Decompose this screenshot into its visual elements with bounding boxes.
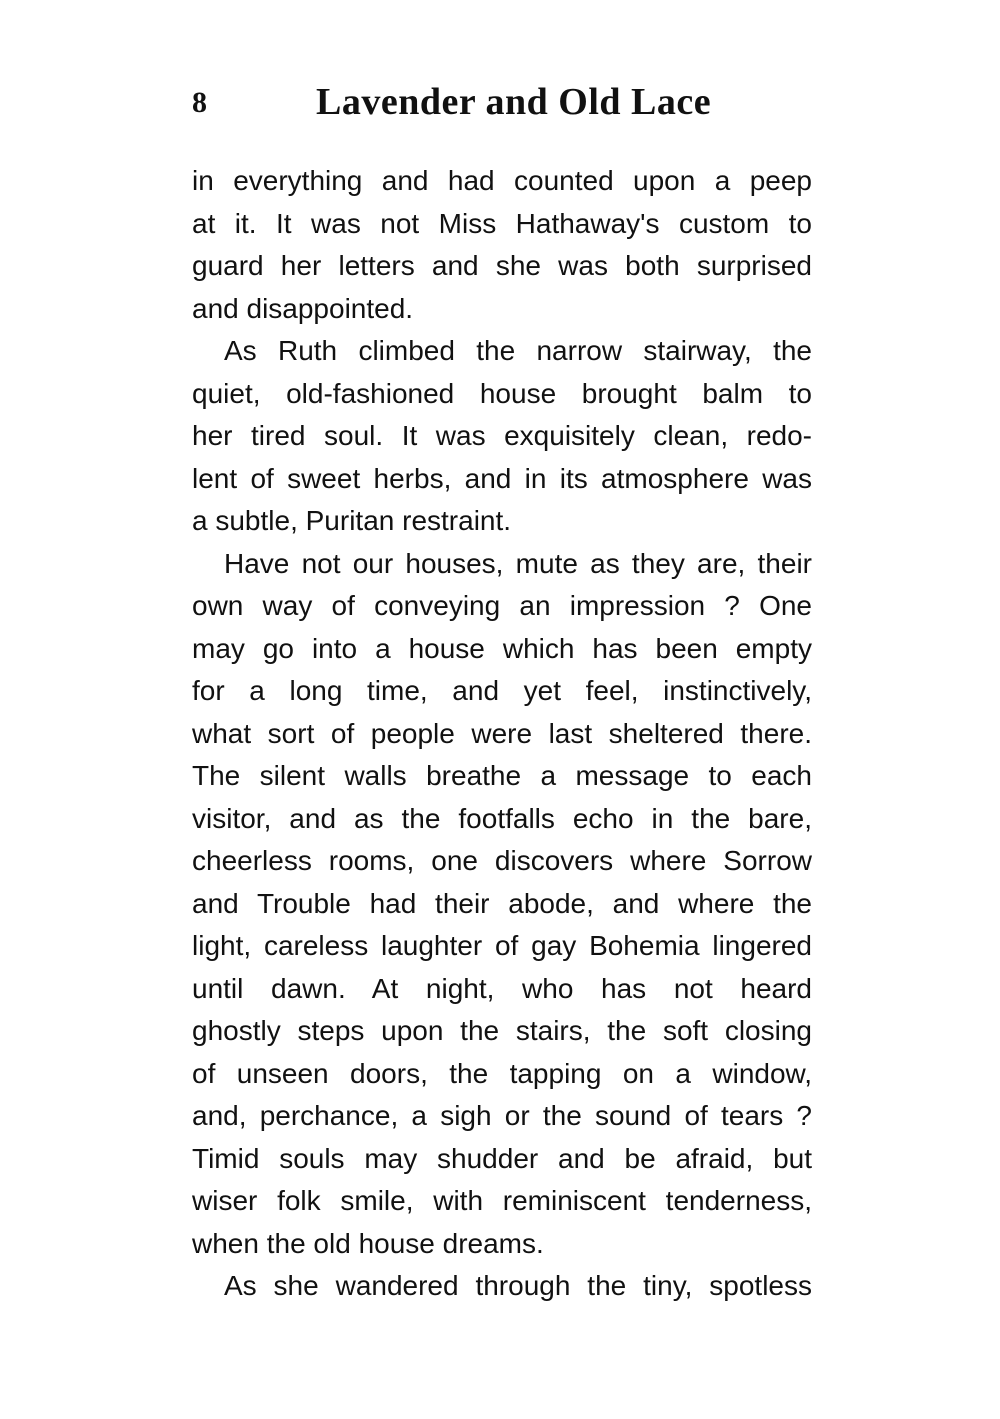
text-line: of unseen doors, the tapping on a window, — [192, 1057, 812, 1089]
text-line: quiet, old-fashioned house brought balm to — [192, 377, 812, 409]
page-number: 8 — [192, 86, 207, 119]
text-line: what sort of people were last sheltered there. — [192, 717, 812, 749]
text-line: Have not our houses, mute as they are, their — [224, 547, 812, 579]
text-line: own way of conveying an impression ? One — [192, 590, 812, 621]
text-line: and, perchance, a sigh or the sound of tears ? — [192, 1100, 812, 1131]
text-line: wiser folk smile, with reminiscent tenderness, — [192, 1185, 812, 1216]
paragraph — [192, 160, 812, 330]
body-text — [192, 160, 812, 1308]
paragraph — [192, 330, 812, 543]
text-line: in everything and had counted upon a peep — [192, 165, 812, 196]
text-line: and Trouble had their abode, and where the — [192, 887, 812, 919]
paragraph — [192, 1265, 812, 1308]
text-line: guard her letters and she was both surprised — [192, 250, 812, 281]
text-line: at it. It was not Miss Hathaway's custom to — [192, 207, 812, 239]
text-line: may go into a house which has been empty — [192, 632, 812, 664]
text-line: cheerless rooms, one discovers where Sorrow — [192, 845, 812, 876]
text-line: The silent walls breathe a message to each — [192, 760, 812, 791]
text-line: light, careless laughter of gay Bohemia lingered — [192, 930, 812, 961]
text-line: and disappointed. — [192, 292, 414, 324]
text-line: when the old house dreams. — [192, 1227, 544, 1259]
text-line: lent of sweet herbs, and in its atmosphere was — [192, 462, 812, 494]
running-head — [192, 80, 812, 130]
text-line: As Ruth climbed the narrow stairway, the — [224, 335, 812, 366]
text-line: Timid souls may shudder and be afraid, but — [192, 1142, 812, 1174]
text-line: for a long time, and yet feel, instinctively, — [192, 675, 812, 706]
paragraph — [192, 543, 812, 1266]
text-line: ghostly steps upon the stairs, the soft closing — [192, 1015, 812, 1046]
text-line: As she wandered through the tiny, spotless — [224, 1270, 812, 1301]
text-line: until dawn. At night, who has not heard — [192, 972, 812, 1004]
running-title: Lavender and Old Lace — [316, 81, 712, 123]
text-line: her tired soul. It was exquisitely clean, redo- — [192, 420, 812, 451]
text-line: a subtle, Puritan restraint. — [192, 505, 512, 536]
text-line: visitor, and as the footfalls echo in the bare, — [192, 802, 812, 834]
